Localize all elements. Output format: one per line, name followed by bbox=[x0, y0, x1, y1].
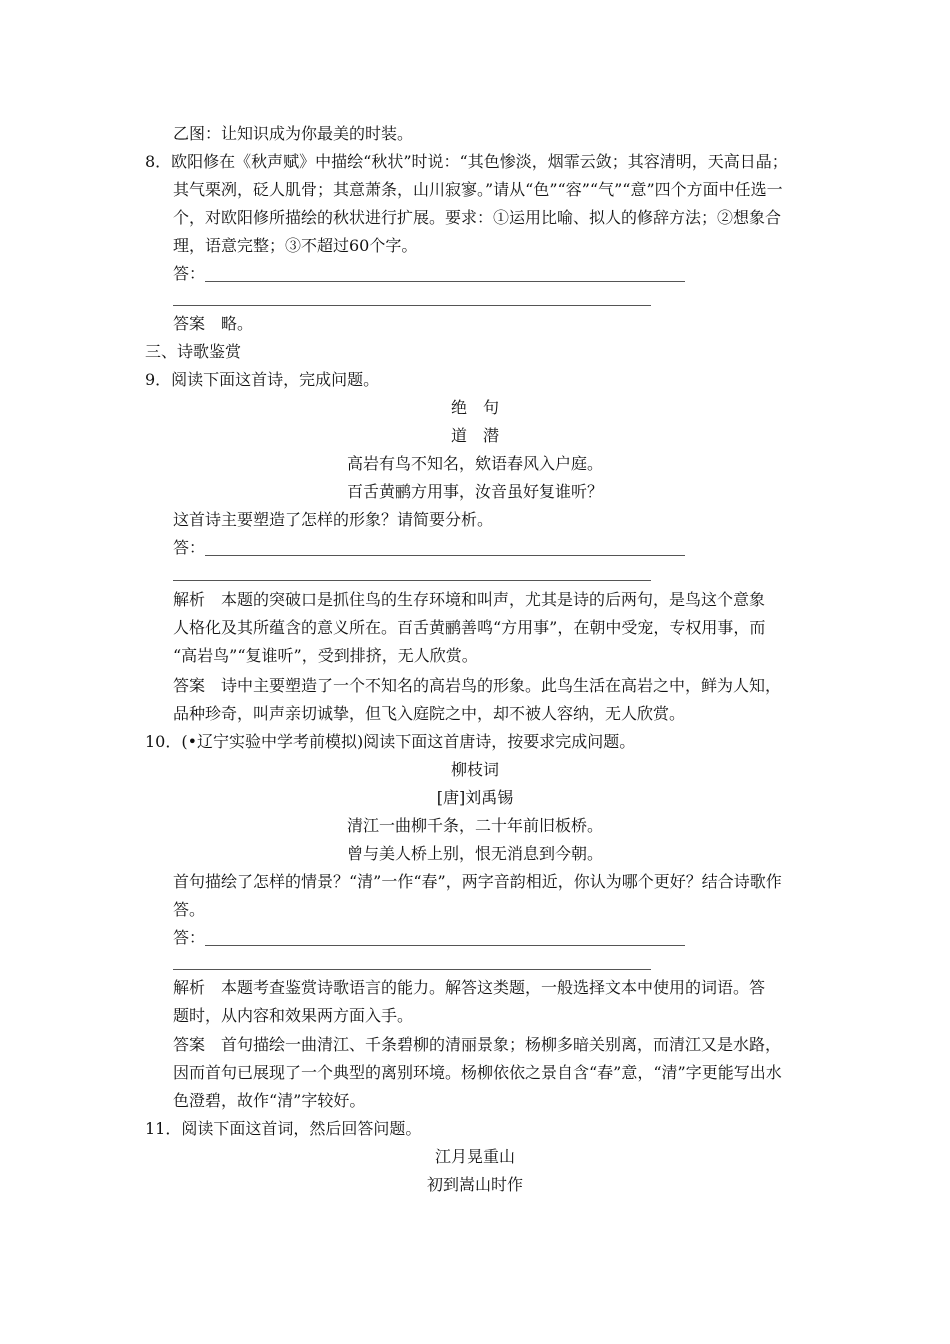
q10-key-line-2: 因而首句已展现了一个典型的离别环境。杨柳依依之景自含“春”意，“清”字更能写出水 bbox=[173, 1063, 782, 1082]
q10-key-text-1: 首句描绘一曲清江、千条碧柳的清丽景象；杨柳多暗关别离，而清江又是水路， bbox=[221, 1035, 782, 1054]
q9-analysis-text-1: 本题的突破口是抓住鸟的生存环境和叫声，尤其是诗的后两句，是鸟这个意象 bbox=[221, 590, 766, 609]
q11-poem-subtitle: 初到嵩山时作 bbox=[426, 1175, 523, 1194]
q10-question-line-2: 答。 bbox=[173, 900, 206, 919]
q9-answer-input-line[interactable] bbox=[205, 555, 685, 556]
q9-poem-title: 绝 句 bbox=[450, 398, 499, 417]
q9-analysis-line-3: “高岩鸟”“复谁听”，受到排挤，无人欣赏。 bbox=[173, 646, 478, 665]
q10-poem-line-2: 曾与美人桥上别，恨无消息到今朝。 bbox=[346, 844, 603, 863]
q8-answer-label: 答： bbox=[173, 264, 206, 283]
q10-analysis-label: 解析 bbox=[173, 978, 206, 997]
q10-key-label: 答案 bbox=[173, 1035, 206, 1054]
intro-line: 乙图：让知识成为你最美的时装。 bbox=[173, 124, 414, 143]
q9-key-label: 答案 bbox=[173, 676, 206, 695]
q8-line-1: 8．欧阳修在《秋声赋》中描绘“秋状”时说：“其色惨淡，烟霏云敛；其容清明，天高日晶； bbox=[145, 152, 788, 171]
q10-poem-author: [唐]刘禹锡 bbox=[436, 788, 514, 807]
q8-key-text: 略。 bbox=[221, 314, 254, 333]
q10-answer-extra-line[interactable] bbox=[173, 969, 651, 970]
q11-poem-title: 江月晃重山 bbox=[434, 1147, 515, 1166]
q9-poem-author: 道 潜 bbox=[450, 426, 499, 445]
q11-prompt: 11．阅读下面这首词，然后回答问题。 bbox=[145, 1119, 422, 1138]
q10-analysis-line-2: 题时，从内容和效果两方面入手。 bbox=[173, 1006, 414, 1025]
q10-answer-input-line[interactable] bbox=[205, 945, 685, 946]
q8-answer-input-line[interactable] bbox=[205, 281, 685, 282]
q10-poem-title: 柳枝词 bbox=[450, 760, 499, 779]
q10-question-line-1: 首句描绘了怎样的情景？“清”一作“春”，两字音韵相近，你认为哪个更好？结合诗歌作 bbox=[173, 872, 782, 891]
q8-key-label: 答案 bbox=[173, 314, 206, 333]
q9-question: 这首诗主要塑造了怎样的形象？请简要分析。 bbox=[173, 510, 494, 529]
q9-prompt: 9．阅读下面这首诗，完成问题。 bbox=[145, 370, 380, 389]
q9-key-line-2: 品种珍奇，叫声亲切诚挚，但飞入庭院之中，却不被人容纳，无人欣赏。 bbox=[173, 704, 686, 723]
q9-answer-extra-line[interactable] bbox=[173, 580, 651, 581]
q10-key-line-3: 色澄碧，故作“清”字较好。 bbox=[173, 1091, 366, 1110]
q8-line-2: 其气栗冽，砭人肌骨；其意萧条，山川寂寥。”请从“色”“容”“气”“意”四个方面中任选一 bbox=[173, 180, 783, 199]
q10-analysis-text-1: 本题考查鉴赏诗歌语言的能力。解答这类题，一般选择文本中使用的词语。答 bbox=[221, 978, 766, 997]
q10-prompt: 10．(•辽宁实验中学考前模拟)阅读下面这首唐诗，按要求完成问题。 bbox=[145, 732, 636, 751]
q9-key-text-1: 诗中主要塑造了一个不知名的高岩鸟的形象。此鸟生活在高岩之中，鲜为人知， bbox=[221, 676, 782, 695]
q9-poem-line-1: 高岩有鸟不知名，欸语春风入户庭。 bbox=[346, 454, 603, 473]
q9-analysis-label: 解析 bbox=[173, 590, 206, 609]
q10-answer-label: 答： bbox=[173, 928, 206, 947]
q9-analysis-line-1 bbox=[173, 590, 765, 610]
q8-line-3: 个，对欧阳修所描绘的秋状进行扩展。要求：①运用比喻、拟人的修辞方法；②想象合 bbox=[173, 208, 782, 227]
q10-key-line-1 bbox=[173, 1035, 781, 1055]
section-three-heading: 三、诗歌鉴赏 bbox=[145, 342, 242, 361]
q8-key bbox=[173, 314, 253, 334]
q9-key-line-1 bbox=[173, 676, 781, 696]
q9-answer-label: 答： bbox=[173, 538, 206, 557]
q10-poem-line-1: 清江一曲柳千条，二十年前旧板桥。 bbox=[346, 816, 603, 835]
q8-answer-extra-line[interactable] bbox=[173, 305, 651, 306]
q9-analysis-line-2: 人格化及其所蕴含的意义所在。百舌黄鹂善鸣“方用事”，在朝中受宠，专权用事，而 bbox=[173, 618, 766, 637]
q9-poem-line-2: 百舌黄鹂方用事，汝音虽好复谁听？ bbox=[346, 482, 603, 501]
q10-analysis-line-1 bbox=[173, 978, 765, 998]
q8-line-4: 理，语意完整；③不超过60个字。 bbox=[173, 236, 418, 255]
